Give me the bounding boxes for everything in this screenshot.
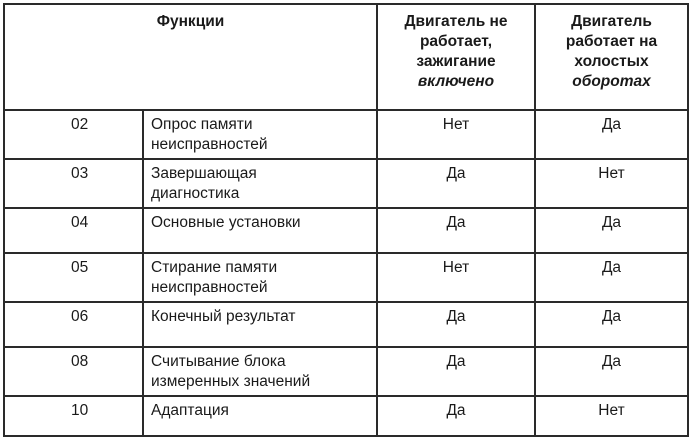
table-row xyxy=(4,110,688,159)
function-name-line: Опрос памяти xyxy=(151,116,253,133)
header-engine-off-line: зажигание xyxy=(416,53,496,70)
function-code: 02 xyxy=(4,110,143,159)
header-engine-off-line: включено xyxy=(417,73,495,90)
engine-idle-value: Да xyxy=(535,253,688,302)
engine-idle-value: Нет xyxy=(535,159,688,208)
function-name-line: Стирание памяти xyxy=(151,259,278,276)
header-engine-idle-line: работает на xyxy=(565,33,658,50)
function-code: 06 xyxy=(4,302,143,347)
function-name xyxy=(143,159,377,208)
function-name-line: Считывание блока xyxy=(151,353,286,370)
header-engine-off-line: Двигатель не xyxy=(404,13,508,30)
engine-idle-value: Да xyxy=(535,347,688,396)
diagnostic-functions-table-container xyxy=(3,3,689,437)
header-functions: Функции xyxy=(4,4,377,110)
engine-off-value: Да xyxy=(377,347,535,396)
header-engine-idle-line: оборотах xyxy=(572,73,651,90)
function-name-line: Конечный результат xyxy=(151,308,296,325)
function-name-line: Основные установки xyxy=(151,214,301,231)
engine-off-value: Да xyxy=(377,159,535,208)
engine-idle-value: Да xyxy=(535,302,688,347)
function-name xyxy=(143,253,377,302)
function-name xyxy=(143,396,377,436)
function-name-line: измеренных значений xyxy=(151,373,311,390)
function-name xyxy=(143,302,377,347)
table-row xyxy=(4,347,688,396)
table-row xyxy=(4,302,688,347)
header-row xyxy=(4,4,688,110)
engine-off-value: Да xyxy=(377,302,535,347)
header-engine-idle-line: холостых xyxy=(574,53,649,70)
header-engine-off xyxy=(377,4,535,110)
engine-idle-value: Да xyxy=(535,110,688,159)
function-name-line: неисправностей xyxy=(151,279,268,296)
function-name xyxy=(143,110,377,159)
function-name xyxy=(143,208,377,253)
header-engine-idle xyxy=(535,4,688,110)
engine-off-value: Да xyxy=(377,208,535,253)
function-code: 10 xyxy=(4,396,143,436)
engine-idle-value: Да xyxy=(535,208,688,253)
function-code: 04 xyxy=(4,208,143,253)
function-name-line: неисправностей xyxy=(151,136,268,153)
header-engine-off-line: работает, xyxy=(419,33,493,50)
function-code: 03 xyxy=(4,159,143,208)
function-name-line: Адаптация xyxy=(151,402,229,419)
engine-off-value: Нет xyxy=(377,253,535,302)
diagnostic-functions-table xyxy=(3,3,689,437)
table-row xyxy=(4,159,688,208)
function-code: 08 xyxy=(4,347,143,396)
function-name-line: диагностика xyxy=(151,185,240,202)
engine-idle-value: Нет xyxy=(535,396,688,436)
table-row xyxy=(4,253,688,302)
table-row xyxy=(4,396,688,436)
function-code: 05 xyxy=(4,253,143,302)
header-engine-idle-line: Двигатель xyxy=(571,13,652,30)
engine-off-value: Нет xyxy=(377,110,535,159)
table-row xyxy=(4,208,688,253)
function-name xyxy=(143,347,377,396)
engine-off-value: Да xyxy=(377,396,535,436)
function-name-line: Завершающая xyxy=(151,165,257,182)
